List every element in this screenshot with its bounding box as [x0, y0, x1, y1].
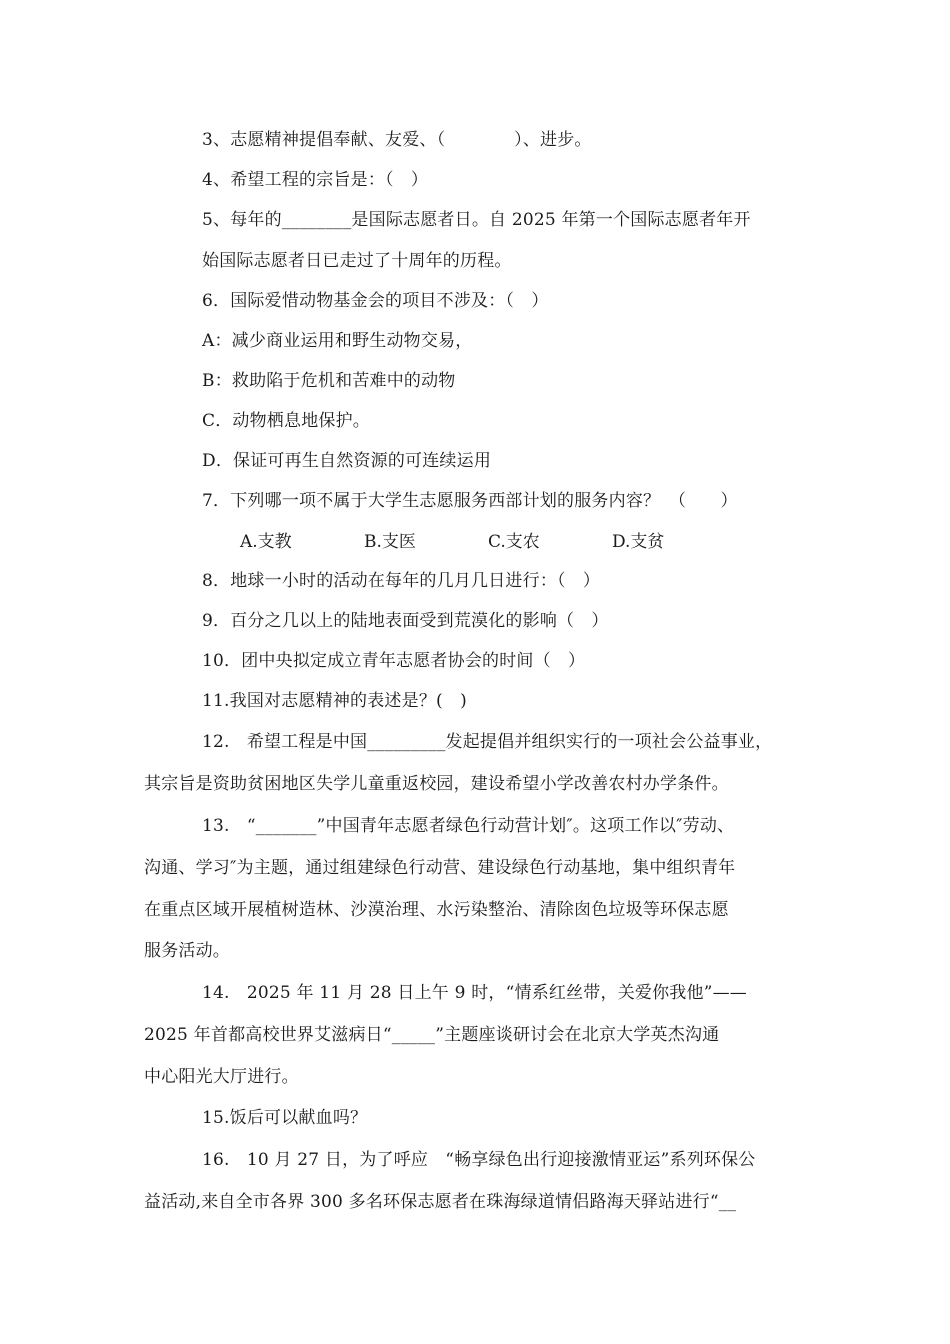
- question-15: 15.饭后可以献血吗？: [202, 1108, 368, 1128]
- question-4: 4、希望工程的宗旨是：（ ）: [202, 170, 429, 190]
- question-7-option-c: C.支农: [488, 532, 540, 552]
- question-6-option-a: A：减少商业运用和野生动物交易，: [202, 331, 473, 351]
- question-13-line-4: 服务活动。: [144, 941, 230, 961]
- question-12-line-2: 其宗旨是资助贫困地区失学儿童重返校园，建设希望小学改善农村办学条件。: [144, 774, 729, 794]
- question-7-option-b: B.支医: [364, 532, 416, 552]
- question-6: 6．国际爱惜动物基金会的项目不涉及：（ ）: [202, 291, 549, 311]
- question-10: 10．团中央拟定成立青年志愿者协会的时间（ ）: [202, 651, 586, 671]
- question-13-line-3: 在重点区域开展植树造林、沙漠治理、水污染整治、清除囱色垃圾等环保志愿: [144, 900, 729, 920]
- question-13-line-1: 13. “_______”中国青年志愿者绿色行动营计划″。这项工作以″劳动、: [202, 816, 735, 836]
- question-7-option-d: D.支贫: [612, 532, 665, 552]
- question-5-line-1: 5、每年的________是国际志愿者日。自 2025 年第一个国际志愿者年开: [202, 210, 751, 230]
- question-14-line-2: 2025 年首都高校世界艾滋病日“_____”主题座谈研讨会在北京大学英杰沟通: [144, 1025, 720, 1045]
- question-14-line-3: 中心阳光大厅进行。: [144, 1067, 299, 1087]
- question-6-option-d: D．保证可再生自然资源的可连续运用: [202, 451, 492, 471]
- question-16-line-1: 16. 10 月 27 日，为了呼应 “畅享绿色出行迎接激情亚运”系列环保公: [202, 1150, 756, 1170]
- question-16-line-2: 益活动,来自全市各界 300 多名环保志愿者在珠海绿道情侣路海天驿站进行“__: [144, 1192, 737, 1212]
- question-11: 11.我国对志愿精神的表述是？( ): [202, 691, 467, 711]
- question-5-line-2: 始国际志愿者日已走过了十周年的历程。: [202, 251, 512, 271]
- question-9: 9．百分之几以上的陆地表面受到荒漠化的影响（ ）: [202, 611, 609, 631]
- question-6-option-b: B：救助陷于危机和苦难中的动物: [202, 371, 456, 391]
- question-7-option-a: A.支教: [240, 532, 292, 552]
- question-14-line-1: 14. 2025 年 11 月 28 日上午 9 时，“情系红丝带，关爱你我他”——: [202, 983, 747, 1003]
- question-3: 3、志愿精神提倡奉献、友爱、（ ）、进步。: [202, 130, 592, 150]
- question-13-line-2: 沟通、学习″为主题，通过组建绿色行动营、建设绿色行动基地，集中组织青年: [144, 858, 736, 878]
- question-6-option-c: C．动物栖息地保护。: [202, 411, 371, 431]
- question-7: 7．下列哪一项不属于大学生志愿服务西部计划的服务内容？ （ ）: [202, 491, 738, 511]
- question-12-line-1: 12. 希望工程是中国_________发起提倡并组织实行的一项社会公益事业，: [202, 732, 773, 752]
- question-8: 8．地球一小时的活动在每年的几月几日进行：（ ）: [202, 571, 601, 591]
